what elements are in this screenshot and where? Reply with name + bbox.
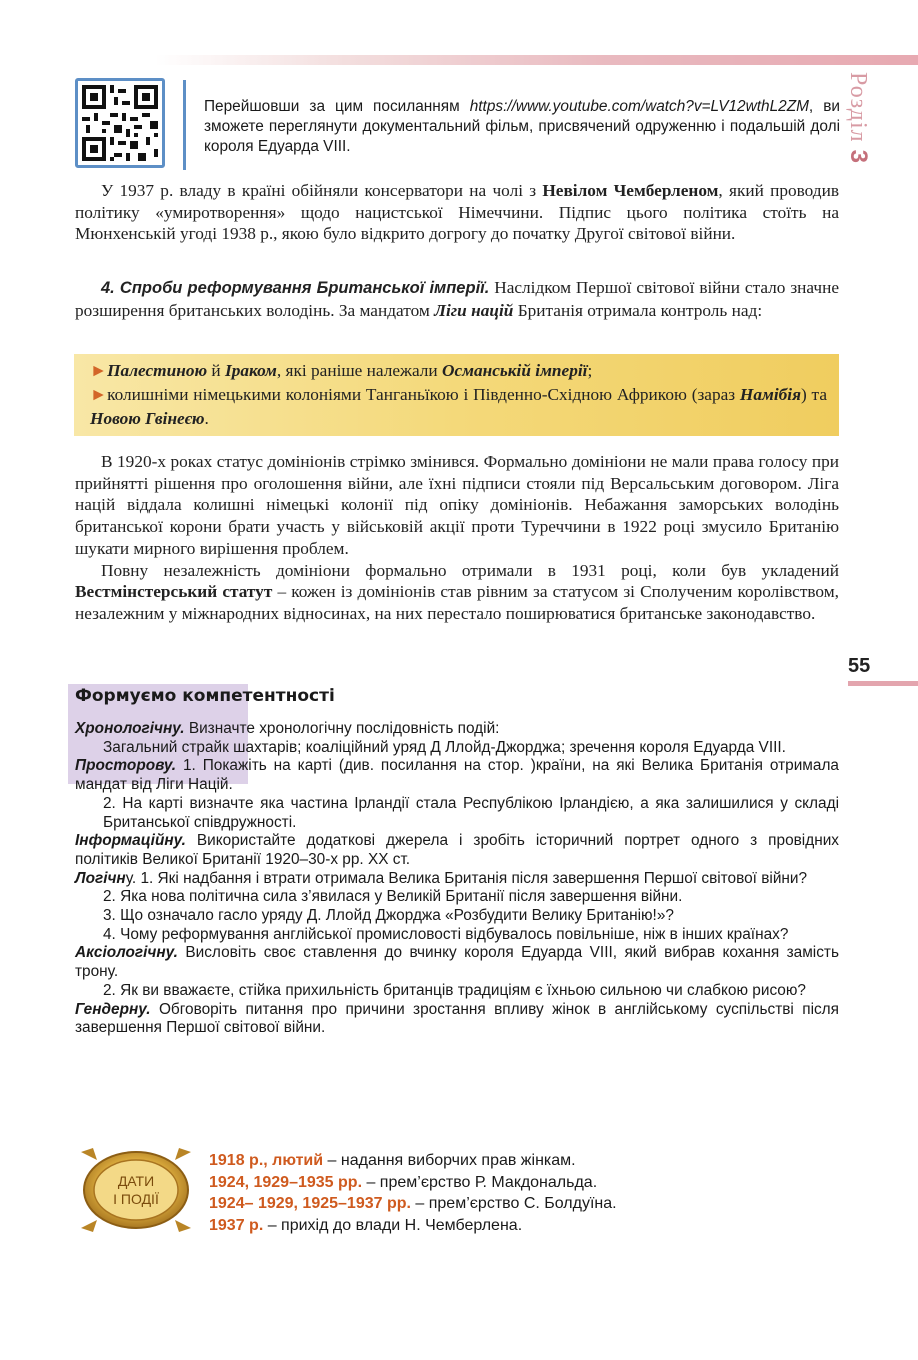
date-item: 1924– 1929, 1925–1937 рр. – прем’єрство С. Болдуїна.: [209, 1195, 617, 1212]
paragraph-chamberlain: У 1937 р. владу в країні обійняли консерватори на чолі з Невілом Чемберленом, який проводив політику «умиротворення» щодо нацистської Німеччини. Підпис цього політика стоїть на Мюнхенській угоді 1938 р., якою було відкрито догрогу до початку Другої світової війни.: [75, 181, 840, 244]
badge-line2: І ПОДІЇ: [113, 1191, 159, 1207]
term-westminster: Вестмінстерський статут: [75, 582, 273, 602]
dates-badge: [75, 1146, 197, 1234]
mandate-item: ►колишніми німецькими колоніями Танганьїкою і Південно-Східною Африкою (зараз Намібія) та Новою Гвінеєю.: [90, 385, 827, 428]
chapter-number: 3: [845, 149, 872, 165]
term-chamberlain: Невілом Чемберленом: [542, 181, 719, 200]
arrow-bullet-icon: ►: [90, 385, 108, 404]
badge-line1: ДАТИ: [117, 1173, 155, 1189]
dates-list: [209, 1150, 849, 1236]
chapter-side-label: [846, 72, 872, 182]
chapter-word: Розділ: [845, 72, 871, 143]
mandate-item: ►Палестиною й Іраком, які раніше належали Османській імперії;: [90, 361, 593, 380]
qr-code[interactable]: [75, 78, 165, 168]
page-number-bar: [848, 681, 918, 686]
qr-caption: Перейшовши за цим посиланням https://www.youtube.com/watch?v=LV12wthL2ZM, ви зможете переглянути документальний фільм, присвячений одруженню і подальшій долі короля Едуарда VIII.: [204, 98, 840, 155]
video-link[interactable]: https://www.youtube.com/watch?v=LV12wthL2ZM: [469, 98, 809, 115]
term-league: Ліги націй: [434, 300, 514, 320]
qr-divider: [183, 80, 186, 170]
competence-tasks: Хронологічну. Визначте хронологічну послідовність подій: Загальний страйк шахтарів; коаліційний уряд Д Ллойд-Джорджа; зречення короля Едуарда VIII. Просторову. 1. Покажіть на карті (див. посилання на стор. )країни, на які Велика Британія отримала мандат від Ліги Націй. 2. На карті визначте яка частина Ірландії стала Республікою Ірландією, а яка залишилися у складі Британської співдружності. Інформаційну. Використайте додаткові джерела і зробіть історичний портрет одного з провідних політиків Великої Британії 1920–30-х рр. ХХ ст. Логічну. 1. Які надбання і втрати отримала Велика Британія після завершення Першої світової війни? 2. Яка нова політична сила з’явилася у Великій Британії після завершення війни. 3. Що означало гасло уряду Д. Ллойд Джорджа «Розбудити Велику Британію!»? 4. Чому реформування англійської промисловості відбувалось повільніше, ніж в інших країнах? Аксіологічну. Висловіть своє ставлення до вчинку короля Едуарда VIII, який вибрав кохання замість трону. 2. Як ви вважаєте, стійка прихильність британців традиціям є їхньою сильною чи слабкою рисою? Гендерну. Обговоріть питання про причини зростання впливу жінок в англійському суспільстві після завершення Першої світової війни.: [75, 720, 839, 1037]
paragraph-dominions: В 1920-х роках статус домініонів стрімко змінився. Формально домініони не мали права голосу при прийнятті рішення про оголошення війни, але їхні підписи стояли під Версальським договором. Ліга націй віддала колишні німецькі колонії під опіку домініонів. Небажання заморських володінь британської корони брати участь у військовій акції проти Туреччини в 1922 році змусило Британію шукати мирного вирішення проблем. Повну незалежність домініони формально отримали в 1931 році, коли був укладений Вестмінстерський статут – кожен із домініонів став рівним за статусом зі Сполученим королівством, незалежним у міжнародних відносинах, на них перестало поширюватися британське законодавство.: [75, 452, 840, 623]
mandates-box: [74, 354, 839, 436]
date-item: 1918 р., лютий – надання виборчих прав жінкам.: [209, 1152, 576, 1169]
arrow-bullet-icon: ►: [90, 361, 108, 380]
paragraph-reform: 4. Спроби реформування Британської імперії. Наслідком Першої світової війни стало значне розширення британських володінь. За мандатом Ліги націй Британія отримала контроль над:: [75, 278, 840, 320]
page-number: 55: [848, 655, 871, 677]
header-decoration-bar: [155, 55, 918, 65]
scroll-badge-icon: [75, 1146, 197, 1234]
date-item: 1937 р. – прихід до влади Н. Чемберлена.: [209, 1216, 523, 1234]
competence-title: Формуємо компетентності: [75, 686, 335, 706]
section-heading: 4. Спроби реформування Британської імперії.: [101, 279, 490, 297]
date-item: 1924, 1929–1935 рр. – прем’єрство Р. Макдональда.: [209, 1173, 598, 1191]
qr-code-icon: [78, 81, 162, 165]
